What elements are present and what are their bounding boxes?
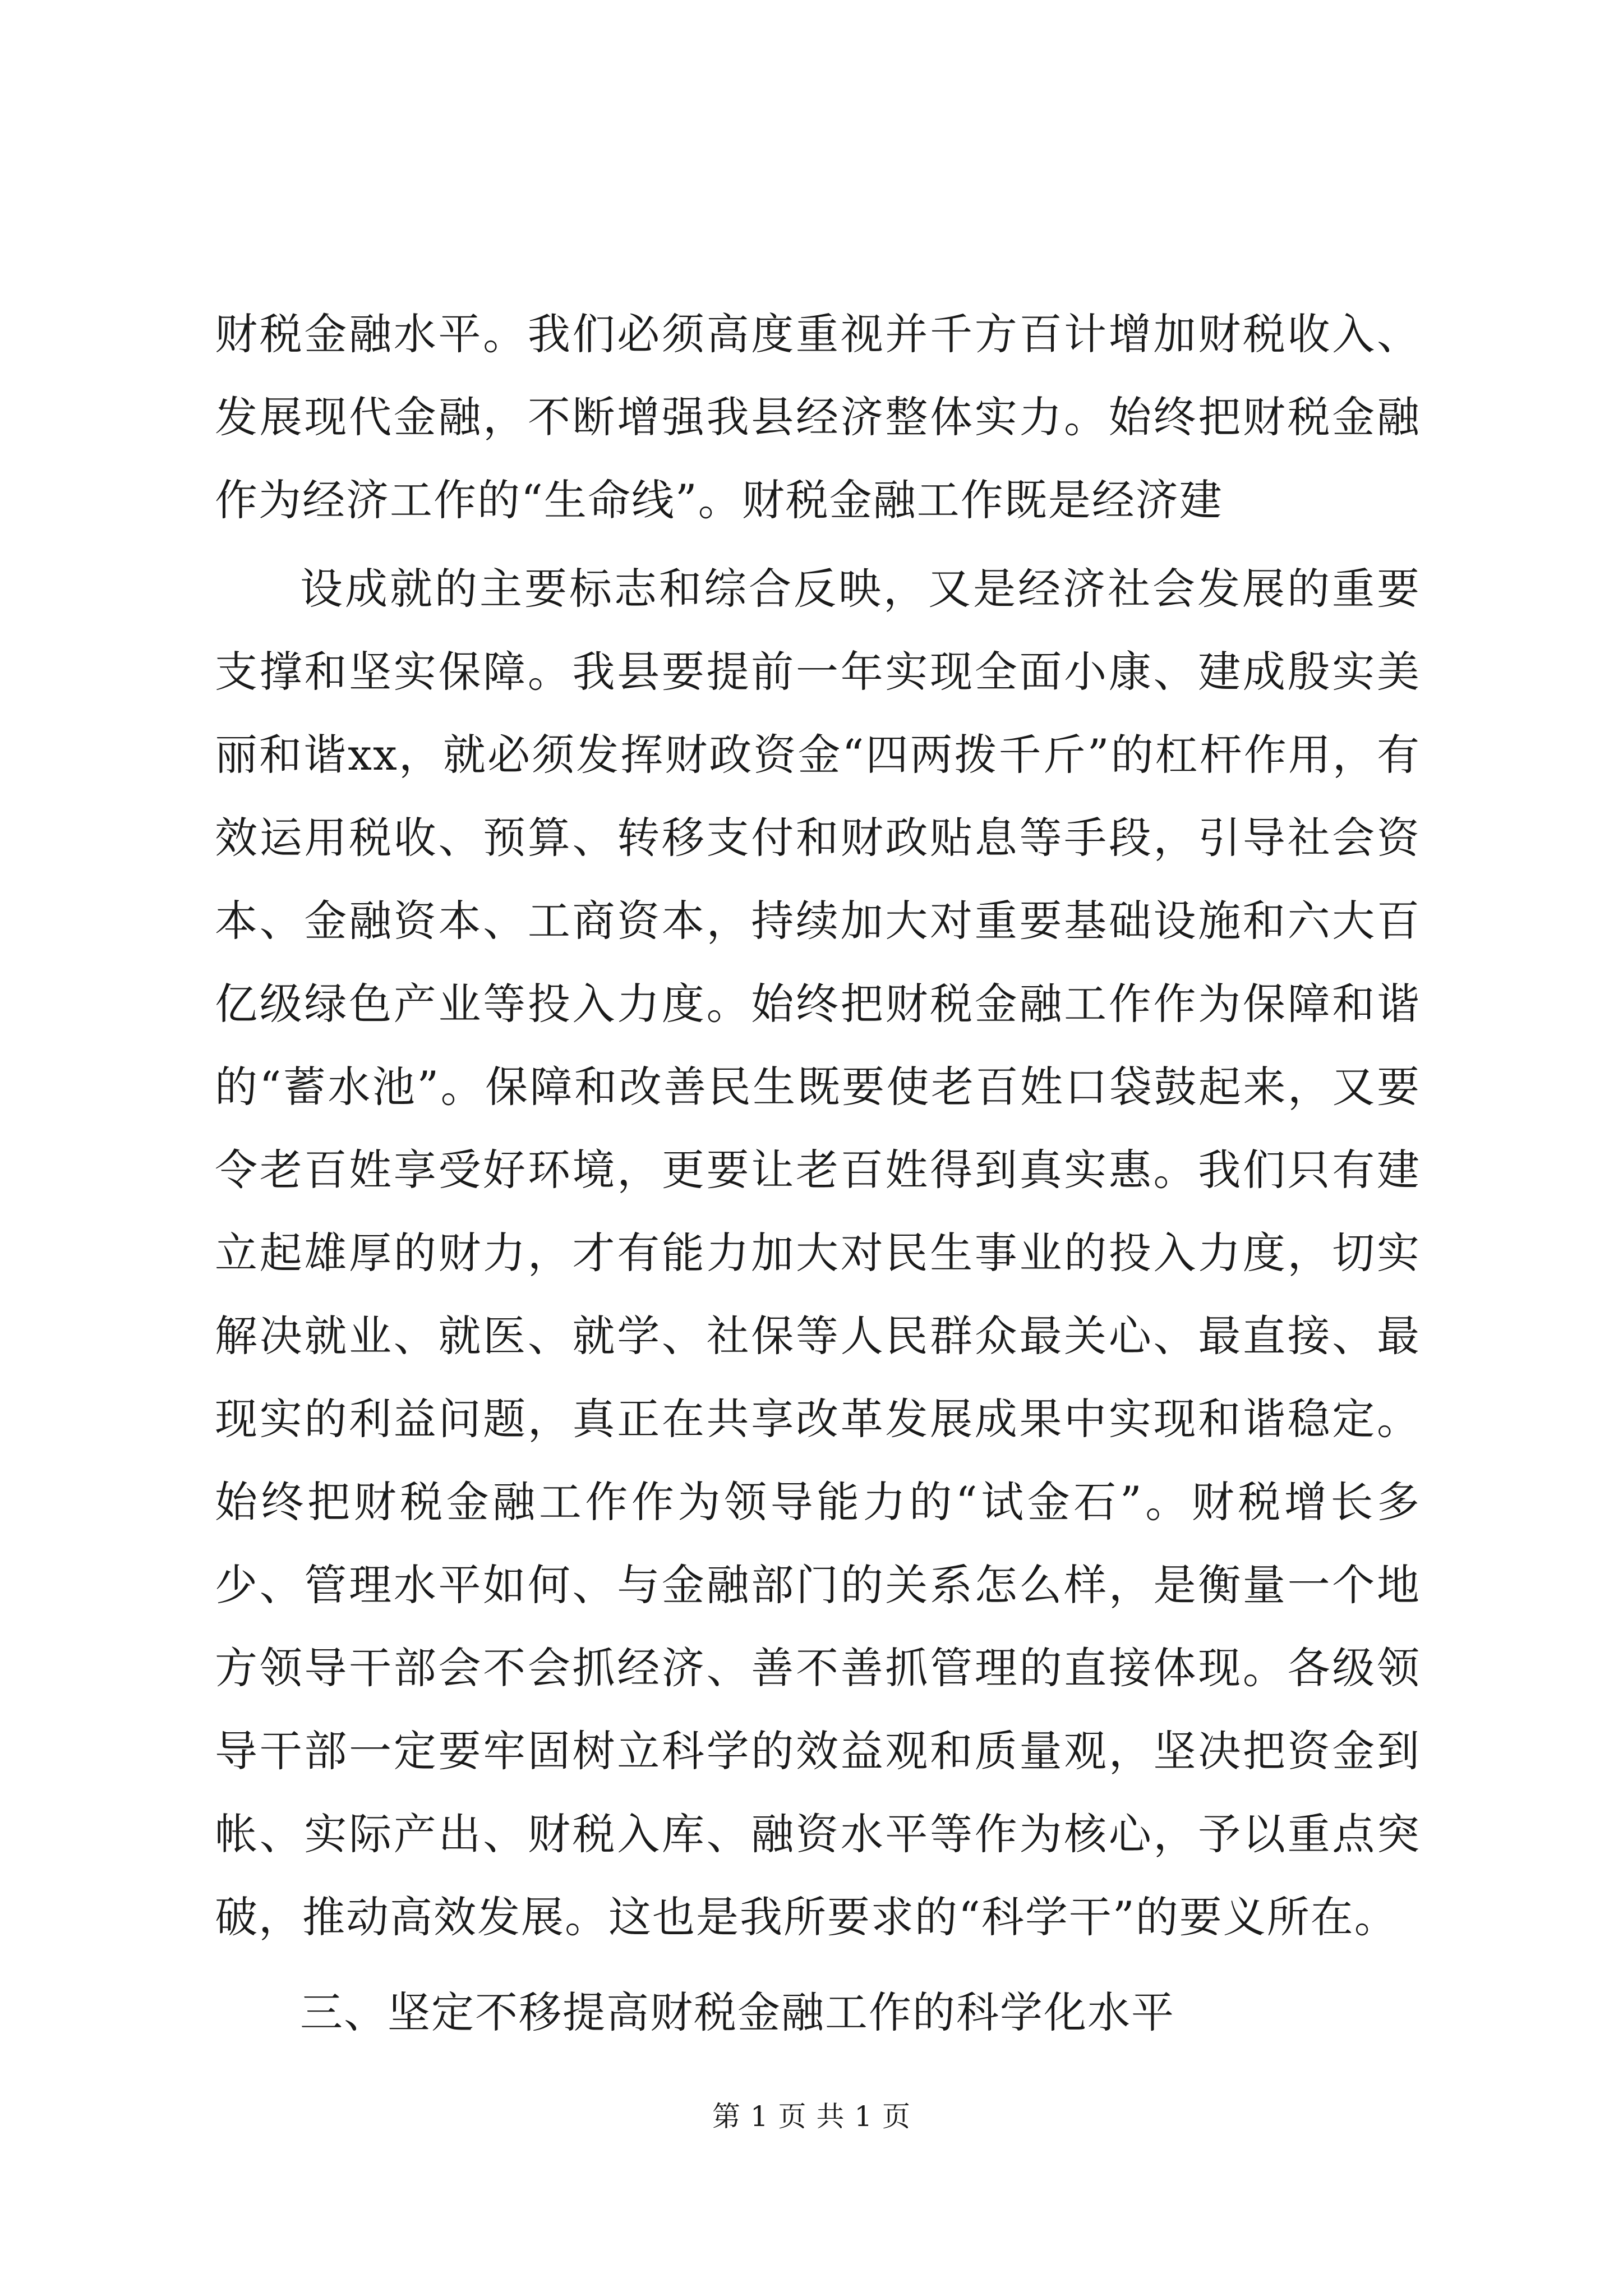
paragraph-2: 设成就的主要标志和综合反映，又是经济社会发展的重要支撑和坚实保障。我县要提前一年实现全面小康、建成殷实美丽和谐xx，就必须发挥财政资金“四两拨千斤”的杠杆作用，有效运用税收、预算、转移支付和财政贴息等手段，引导社会资本、金融资本、工商资本，持续加大对重要基础设施和六大百亿级绿色产业等投入力度。始终把财税金融工作作为保障和谐的“蓄水池”。保障和改善民生既要使老百姓口袋鼓起来，又要令老百姓享受好环境，更要让老百姓得到真实惠。我们只有建立起雄厚的财力，才有能力加大对民生事业的投入力度，切实解决就业、就医、就学、社保等人民群众最关心、最直接、最现实的利益问题，真正在共享改革发展成果中实现和谐稳定。始终把财税金融工作作为领导能力的“试金石”。财税增长多少、管理水平如何、与金融部门的关系怎么样，是衡量一个地方领导干部会不会抓经济、善不善抓管理的直接体现。各级领导干部一定要牢固树立科学的效益观和质量观，坚决把资金到帐、实际产出、财税入库、融资水平等作为核心，予以重点突破，推动高效发展。这也是我所要求的“科学干”的要义所在。 xyxy=(215,564,1421,1942)
page-footer: 第 1 页 共 1 页 xyxy=(712,2100,911,2133)
paragraph-1: 财税金融水平。我们必须高度重视并千方百计增加财税收入、发展现代金融，不断增强我县经济整体实力。始终把财税金融作为经济工作的“生命线”。财税金融工作既是经济建 xyxy=(215,309,1421,525)
document-body xyxy=(215,293,1421,2054)
section-heading: 三、坚定不移提高财税金融工作的科学化水平 xyxy=(300,1987,1175,2037)
